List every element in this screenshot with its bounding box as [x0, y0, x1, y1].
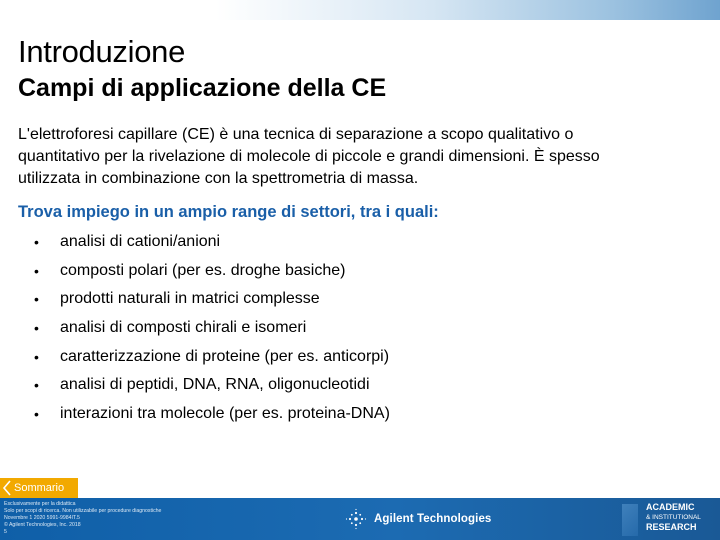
- list-item: [34, 371, 390, 400]
- list-item: [34, 257, 390, 286]
- list-item-text: analisi di peptidi, DNA, RNA, oligonucleotidi: [60, 376, 370, 394]
- list-item: [34, 228, 390, 257]
- list-item: [34, 314, 390, 343]
- sommario-label: Sommario: [14, 482, 65, 494]
- application-list: [34, 228, 390, 428]
- academic-line: ACADEMIC: [646, 502, 695, 512]
- footer-bar: [0, 498, 720, 540]
- intro-line: utilizzata in combinazione con la spettrometria di massa.: [18, 170, 419, 187]
- lead-text: Trova impiego in un ampio range di settori, tra i quali:: [18, 203, 439, 221]
- list-item: [34, 342, 390, 371]
- intro-paragraph: [18, 124, 708, 190]
- intro-line: L'elettroforesi capillare (CE) è una tecnica di separazione a scopo qualitativo o: [18, 126, 574, 143]
- bullet-icon: •: [34, 291, 39, 308]
- legal-line: Esclusivamente per la didattica: [4, 501, 76, 507]
- legal-line: Novembre 1 2020 5991-9984IT.5: [4, 515, 80, 521]
- slide-title: Introduzione: [18, 34, 186, 69]
- legal-line: Solo per scopi di ricerca. Non utilizzabile per procedure diagnostiche: [4, 508, 162, 514]
- list-item-text: caratterizzazione di proteine (per es. anticorpi): [60, 347, 390, 365]
- intro-line: quantitativo per la rivelazione di molecole di piccole e grandi dimensioni. È spesso: [18, 148, 600, 165]
- agilent-logo: [344, 507, 491, 531]
- agilent-spark-icon: [344, 507, 368, 531]
- list-item-text: prodotti naturali in matrici complesse: [60, 290, 320, 308]
- academic-research-logo: [622, 502, 718, 538]
- header-gradient-band: [0, 0, 720, 20]
- academic-line: RESEARCH: [646, 522, 697, 532]
- slide-subtitle: Campi di applicazione della CE: [18, 74, 387, 102]
- list-item-text: analisi di composti chirali e isomeri: [60, 319, 307, 337]
- legal-line: 5: [4, 529, 7, 535]
- list-item-text: interazioni tra molecole (per es. proteina-DNA): [60, 404, 390, 422]
- bullet-icon: •: [34, 405, 39, 422]
- agilent-brand-text: Agilent Technologies: [374, 513, 492, 525]
- list-item: [34, 285, 390, 314]
- list-item: [34, 400, 390, 429]
- list-item-text: composti polari (per es. droghe basiche): [60, 261, 346, 279]
- sommario-button[interactable]: [0, 478, 78, 498]
- bullet-icon: •: [34, 320, 39, 337]
- bullet-icon: •: [34, 377, 39, 394]
- academic-line: & INSTITUTIONAL: [646, 514, 701, 521]
- legal-line: © Agilent Technologies, Inc. 2018: [4, 522, 81, 528]
- chevron-left-icon: [0, 478, 14, 498]
- bullet-icon: •: [34, 262, 39, 279]
- list-item-text: analisi di cationi/anioni: [60, 233, 221, 251]
- bullet-icon: •: [34, 234, 39, 251]
- legal-notice: [4, 501, 161, 536]
- academic-logo-mark: [622, 504, 638, 536]
- bullet-icon: •: [34, 348, 39, 365]
